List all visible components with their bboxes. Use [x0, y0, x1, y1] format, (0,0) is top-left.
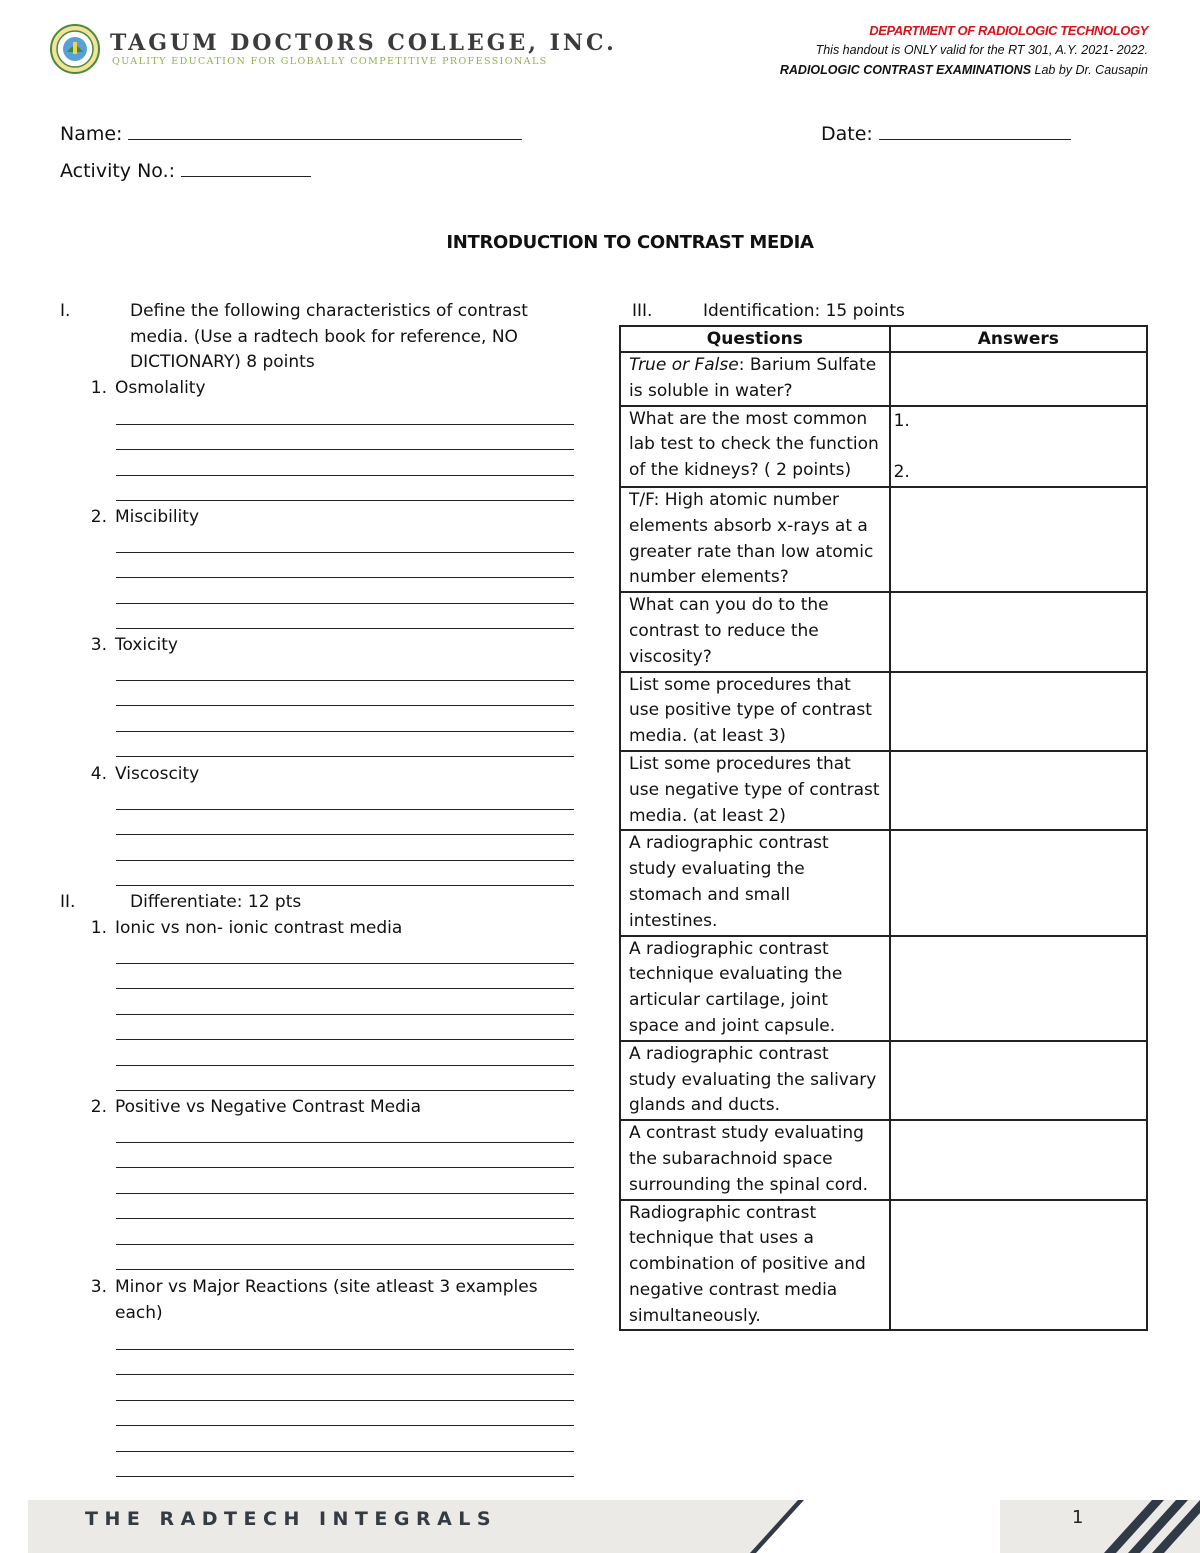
validity-note: This handout is ONLY valid for the RT 301, A.Y. 2021- 2022. — [815, 43, 1148, 57]
table-row — [620, 592, 1147, 671]
question-text: Radiographic contrast technique that uses a combination of positive and negative contrast media simultaneously. — [629, 1202, 866, 1326]
question-text: What are the most common lab test to check the function of the kidneys? ( 2 points) — [629, 408, 879, 481]
question-italic-prefix: True or False — [629, 355, 739, 375]
question-cell — [620, 487, 890, 592]
question-text: A radiographic contrast study evaluating the stomach and small intestines. — [629, 833, 829, 931]
page-number: 1 — [1072, 1507, 1084, 1528]
answer-cell[interactable] — [890, 1200, 1147, 1331]
section-2-instruction: Differentiate: 12 pts — [130, 892, 302, 912]
question-text: What can you do to the contrast to reduce the viscosity? — [629, 595, 829, 667]
department-title: DEPARTMENT OF RADIOLOGIC TECHNOLOGY — [869, 23, 1148, 38]
item-label: Viscoscity — [115, 764, 200, 784]
item-label: Minor vs Major Reactions (site atleast 3 examples each) — [115, 1277, 538, 1323]
section-1-instruction: Define the following characteristics of contrast media. (Use a radtech book for reference, NO DICTIONARY) 8 points — [130, 301, 528, 372]
question-cell — [620, 1041, 890, 1120]
question-cell — [620, 406, 890, 487]
section-1-numeral: I. — [60, 301, 71, 321]
answer-cell[interactable] — [890, 1120, 1147, 1199]
item-label: Toxicity — [115, 635, 178, 655]
answer-line-1: 1. — [893, 410, 910, 431]
section-3-instruction: Identification: 15 points — [703, 301, 905, 321]
date-label: Date: — [821, 123, 873, 145]
date-input-line[interactable] — [879, 121, 1071, 140]
table-header-row — [620, 326, 1147, 352]
table-row — [620, 830, 1147, 935]
answer-line-2: 2. — [893, 462, 910, 483]
list-item — [78, 376, 580, 402]
item-label: Positive vs Negative Contrast Media — [115, 1097, 422, 1117]
table-row — [620, 936, 1147, 1041]
answer-lines[interactable] — [116, 527, 574, 629]
college-name: TAGUM DOCTORS COLLEGE, INC. — [110, 30, 617, 56]
answer-lines[interactable] — [116, 655, 574, 757]
answer-cell[interactable] — [890, 592, 1147, 671]
answer-lines[interactable] — [116, 399, 574, 501]
question-text: T/F: High atomic number elements absorb x-rays at a greater rate than low atomic number elements? — [629, 489, 874, 588]
answer-lines[interactable] — [116, 1117, 574, 1270]
lab-by: Lab by Dr. Causapin — [1031, 63, 1148, 77]
table-row — [620, 406, 1147, 487]
answers-header: Answers — [890, 326, 1147, 352]
answer-lines[interactable] — [116, 784, 574, 886]
answer-cell[interactable] — [890, 936, 1147, 1041]
question-cell — [620, 1200, 890, 1331]
answer-cell[interactable] — [890, 487, 1147, 592]
answer-cell[interactable] — [890, 830, 1147, 935]
answer-cell[interactable] — [890, 672, 1147, 751]
question-cell — [620, 672, 890, 751]
question-text: A radiographic contrast study evaluating the salivary glands and ducts. — [629, 1043, 877, 1116]
answer-cell[interactable] — [890, 406, 1147, 487]
section-1-heading — [0, 299, 600, 379]
name-label: Name: — [60, 123, 123, 145]
answer-cell[interactable] — [890, 352, 1147, 406]
item-label: Ionic vs non- ionic contrast media — [115, 918, 403, 938]
question-cell — [620, 751, 890, 830]
question-text: A contrast study evaluating the subarachnoid space surrounding the spinal cord. — [629, 1123, 868, 1195]
question-cell — [620, 352, 890, 406]
question-text: List some procedures that use positive type of contrast media. (at least 3) — [629, 674, 872, 747]
item-number: 4. — [90, 764, 107, 784]
lab-course: RADIOLOGIC CONTRAST EXAMINATIONS — [779, 63, 1032, 77]
question-cell — [620, 592, 890, 671]
table-row — [620, 751, 1147, 830]
item-number: 3. — [90, 635, 107, 655]
item-number: 1. — [90, 918, 107, 938]
name-input-line[interactable] — [128, 121, 522, 140]
questions-header: Questions — [620, 326, 890, 352]
department-header — [780, 22, 1148, 80]
table-row — [620, 1120, 1147, 1199]
section-2-numeral: II. — [60, 892, 76, 912]
answer-cell[interactable] — [890, 751, 1147, 830]
item-label: Osmolality — [115, 378, 206, 398]
table-row — [620, 1041, 1147, 1120]
activity-input-line[interactable] — [181, 158, 311, 177]
answer-lines[interactable] — [116, 1324, 574, 1477]
college-seal-logo — [50, 24, 100, 74]
table-row — [620, 352, 1147, 406]
item-number: 3. — [90, 1277, 107, 1297]
date-field[interactable] — [821, 121, 1071, 146]
item-number: 2. — [90, 507, 107, 527]
question-cell — [620, 830, 890, 935]
footer-brand: THE RADTECH INTEGRALS — [85, 1508, 498, 1530]
section-3-heading — [632, 299, 905, 324]
question-cell — [620, 936, 890, 1041]
table-row — [620, 1200, 1147, 1331]
question-text: : Barium Sulfate is soluble in water? — [629, 355, 877, 401]
footer-stripes-icon — [700, 1500, 1200, 1553]
college-tagline: QUALITY EDUCATION FOR GLOBALLY COMPETITIVE PROFESSIONALS — [112, 56, 548, 67]
name-field[interactable] — [60, 121, 522, 146]
item-label: Miscibility — [115, 507, 200, 527]
item-number: 2. — [90, 1097, 107, 1117]
activity-field[interactable] — [60, 158, 311, 183]
item-number: 1. — [90, 378, 107, 398]
list-item — [78, 1275, 575, 1326]
answer-cell[interactable] — [890, 1041, 1147, 1120]
answer-lines[interactable] — [116, 938, 574, 1091]
document-title: INTRODUCTION TO CONTRAST MEDIA — [446, 232, 814, 253]
question-cell — [620, 1120, 890, 1199]
question-text: List some procedures that use negative type of contrast media. (at least 2) — [629, 753, 880, 826]
table-row — [620, 487, 1147, 592]
lab-credit — [780, 60, 1148, 80]
activity-label: Activity No.: — [60, 160, 176, 182]
question-text: A radiographic contrast technique evaluating the articular cartilage, joint space and joint capsule. — [629, 938, 843, 1036]
section-2-heading — [0, 890, 600, 916]
table-row — [620, 672, 1147, 751]
identification-table — [619, 325, 1148, 1331]
section-3-numeral: III. — [632, 301, 653, 321]
